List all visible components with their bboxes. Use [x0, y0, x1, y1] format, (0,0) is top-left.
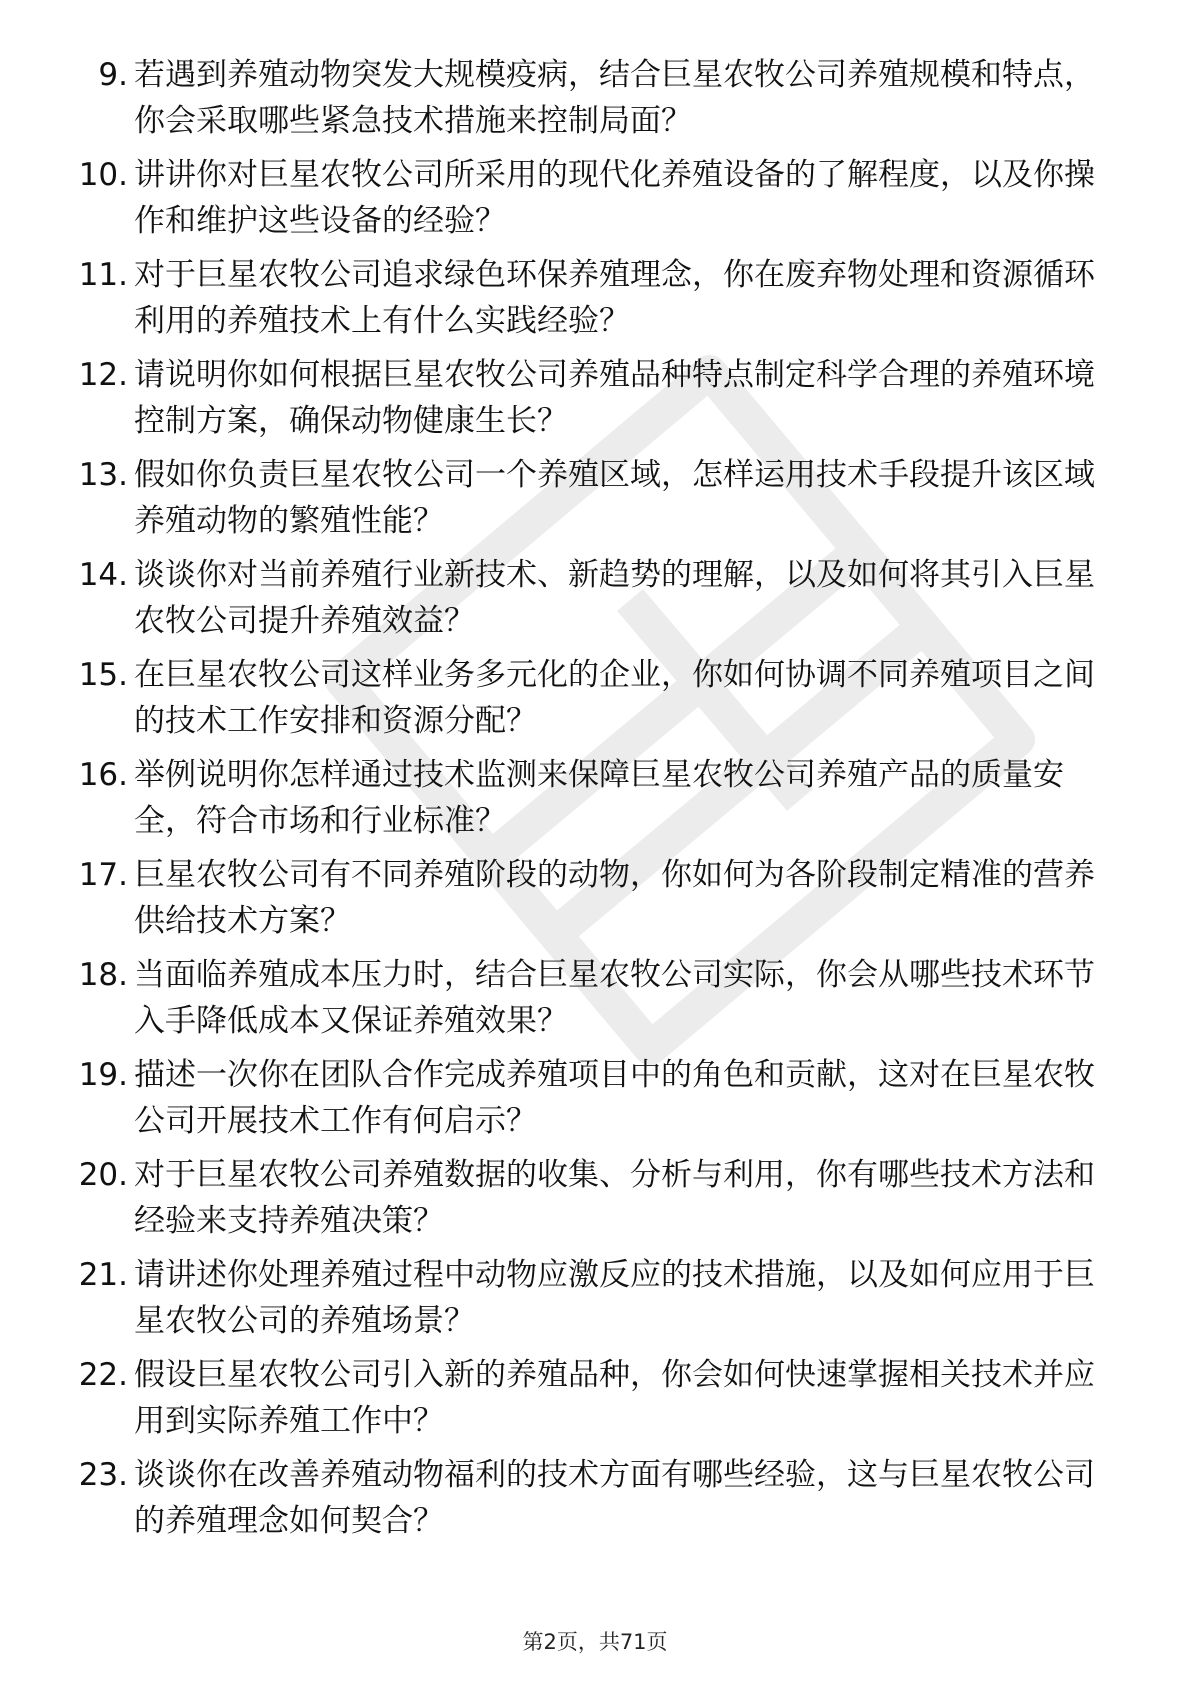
question-number: 14.: [78, 557, 128, 593]
question-text: 对于巨星农牧公司追求绿色环保养殖理念，你在废弃物处理和资源循环利用的养殖技术上有什么实践经验？: [134, 257, 1095, 339]
question-text: 讲讲你对巨星农牧公司所采用的现代化养殖设备的了解程度，以及你操作和维护这些设备的经验？: [134, 157, 1095, 239]
question-text: 谈谈你在改善养殖动物福利的技术方面有哪些经验，这与巨星农牧公司的养殖理念如何契合？: [134, 1457, 1095, 1539]
question-number: 23.: [78, 1457, 128, 1493]
question-number: 22.: [78, 1357, 128, 1393]
question-text: 描述一次你在团队合作完成养殖项目中的角色和贡献，这对在巨星农牧公司开展技术工作有何启示？: [134, 1057, 1095, 1139]
question-number: 15.: [78, 657, 128, 693]
list-item: [60, 1352, 1120, 1452]
question-number: 13.: [78, 457, 128, 493]
question-number: 17.: [78, 857, 128, 893]
question-text: 举例说明你怎样通过技术监测来保障巨星农牧公司养殖产品的质量安全，符合市场和行业标准？: [134, 757, 1064, 839]
list-item: [60, 1052, 1120, 1152]
question-number: 21.: [78, 1257, 128, 1293]
list-item: [60, 752, 1120, 852]
question-text: 若遇到养殖动物突发大规模疫病，结合巨星农牧公司养殖规模和特点，你会采取哪些紧急技术措施来控制局面？: [134, 57, 1095, 139]
question-number: 10.: [78, 157, 128, 193]
question-text: 假如你负责巨星农牧公司一个养殖区域，怎样运用技术手段提升该区域养殖动物的繁殖性能？: [134, 457, 1095, 539]
list-item: [60, 252, 1120, 352]
question-number: 16.: [78, 757, 128, 793]
question-number: 20.: [78, 1157, 128, 1193]
list-item: [60, 652, 1120, 752]
list-item: [60, 952, 1120, 1052]
list-item: [60, 352, 1120, 452]
question-number: 12.: [78, 357, 128, 393]
list-item: [60, 1152, 1120, 1252]
question-text: 巨星农牧公司有不同养殖阶段的动物，你如何为各阶段制定精准的营养供给技术方案？: [134, 857, 1095, 939]
question-number: 19.: [78, 1057, 128, 1093]
question-text: 请讲述你处理养殖过程中动物应激反应的技术措施，以及如何应用于巨星农牧公司的养殖场景？: [134, 1257, 1095, 1339]
question-text: 假设巨星农牧公司引入新的养殖品种，你会如何快速掌握相关技术并应用到实际养殖工作中？: [134, 1357, 1095, 1439]
list-item: [60, 452, 1120, 552]
question-text: 对于巨星农牧公司养殖数据的收集、分析与利用，你有哪些技术方法和经验来支持养殖决策？: [134, 1157, 1095, 1239]
question-text: 在巨星农牧公司这样业务多元化的企业，你如何协调不同养殖项目之间的技术工作安排和资源分配？: [134, 657, 1095, 739]
question-text: 谈谈你对当前养殖行业新技术、新趋势的理解，以及如何将其引入巨星农牧公司提升养殖效益？: [134, 557, 1095, 639]
question-number: 18.: [78, 957, 128, 993]
list-item: [60, 152, 1120, 252]
list-item: [60, 552, 1120, 652]
question-number: 9.: [98, 57, 128, 93]
list-item: [60, 52, 1120, 152]
question-text: 当面临养殖成本压力时，结合巨星农牧公司实际，你会从哪些技术环节入手降低成本又保证养殖效果？: [134, 957, 1095, 1039]
question-list: [60, 52, 1120, 1552]
page-footer: 第2页，共71页: [522, 1630, 668, 1654]
list-item: [60, 1452, 1120, 1552]
question-number: 11.: [78, 257, 128, 293]
list-item: [60, 852, 1120, 952]
question-text: 请说明你如何根据巨星农牧公司养殖品种特点制定科学合理的养殖环境控制方案，确保动物健康生长？: [134, 357, 1095, 439]
list-item: [60, 1252, 1120, 1352]
